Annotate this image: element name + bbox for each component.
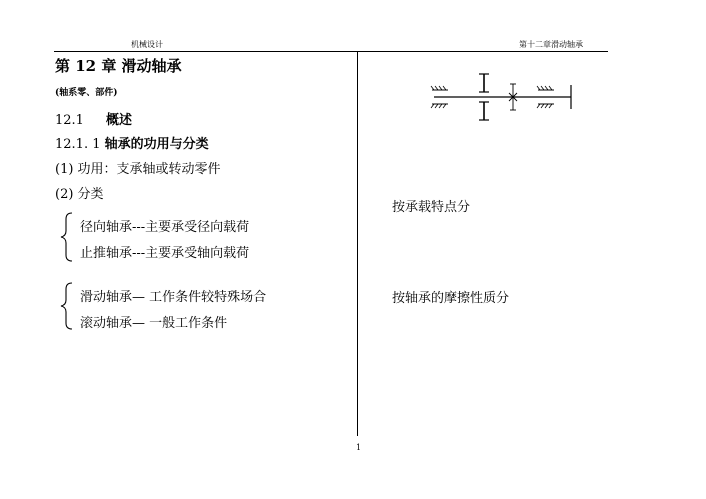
column-divider <box>357 52 358 436</box>
right-text-load: 按承载特点分 <box>392 200 471 215</box>
section-title: 概述 <box>105 113 132 128</box>
section-number: 12.1 <box>55 113 84 128</box>
group2-line2: 滚动轴承— 一般工作条件 <box>80 316 228 331</box>
shaft-bearing-diagram <box>428 72 578 132</box>
brace-left-group1 <box>60 212 74 262</box>
brace-left-group2 <box>60 282 74 330</box>
chapter-subtitle: (轴系零、部件) <box>55 88 118 98</box>
item-function: (1) 功用：支承轴或转动零件 <box>55 162 221 177</box>
group2-line1: 滑动轴承— 工作条件较特殊场合 <box>80 290 267 305</box>
subsection-heading <box>55 133 209 152</box>
right-support-top <box>537 86 554 90</box>
subsection-title: 轴承的功用与分类 <box>104 137 209 152</box>
section-heading <box>55 109 132 128</box>
item-classification: (2) 分类 <box>55 187 104 202</box>
right-text-friction: 按轴承的摩擦性质分 <box>392 291 510 306</box>
subsection-number: 12.1. 1 <box>55 137 101 152</box>
header-right: 第十二章滑动轴承 <box>519 40 583 49</box>
header-left: 机械设计 <box>131 40 163 49</box>
group1-line1: 径向轴承---主要承受径向载荷 <box>80 220 250 235</box>
left-support-bottom <box>431 104 448 108</box>
chapter-title: 第 12 章 滑动轴承 <box>55 57 182 75</box>
group1-line2: 止推轴承---主要承受轴向载荷 <box>80 246 250 261</box>
page-number: 1 <box>356 443 362 452</box>
left-support-top <box>431 86 448 90</box>
right-support-bottom <box>537 104 554 108</box>
header-rule <box>54 51 608 52</box>
